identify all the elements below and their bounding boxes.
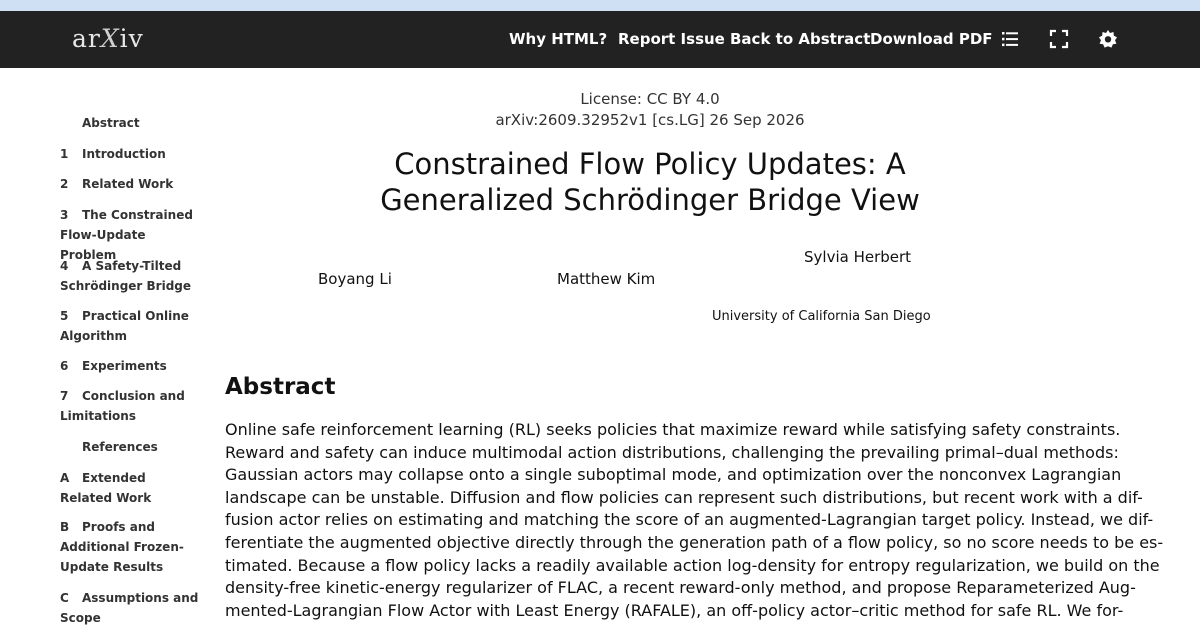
abstract-line: density-free kinetic-energy regularizer of FLAC, a recent reward-only method, and propose Reparameterized Aug-	[225, 578, 1136, 598]
toc-item-safety-tilted-bridge[interactable]: 4 A Safety-Tilted Schrödinger Bridge	[60, 259, 192, 293]
toc-item-references[interactable]: References	[82, 440, 158, 454]
browser-banner-strip	[0, 0, 1200, 11]
toc-item-experiments[interactable]: 6 Experiments	[60, 359, 167, 373]
report-issue-link[interactable]: Report Issue	[618, 30, 725, 48]
toc-item-assumptions[interactable]: C Assumptions and Scope	[60, 591, 199, 625]
why-html-link[interactable]: Why HTML?	[509, 30, 608, 48]
author-name: Matthew Kim	[557, 270, 656, 288]
abstract-line: ferentiate the augmented objective directly through the generation path of a flow policy, so no score needs to be es-	[225, 532, 1164, 552]
abstract-heading: Abstract	[225, 374, 336, 400]
abstract-body	[225, 419, 1164, 622]
fullscreen-icon[interactable]	[1048, 28, 1070, 50]
toc-item-related-work[interactable]: 2 Related Work	[60, 177, 174, 191]
license-text: License: CC BY 4.0	[580, 90, 720, 108]
abstract-line: mented-Lagrangian Flow Actor with Least Energy (RAFALE), an off-policy actor–critic method for safe RL. We for-	[225, 600, 1124, 620]
abstract-line: fusion actor relies on estimating and matching the score of an augmented-Lagrangian target policy. Instead, we dif-	[225, 510, 1154, 530]
author-name: Sylvia Herbert	[804, 248, 912, 266]
download-pdf-link[interactable]: Download PDF	[870, 30, 993, 48]
table-of-contents-icon[interactable]	[999, 28, 1021, 50]
paper-title: Constrained Flow Policy Updates: A Generalized Schrödinger Bridge View	[380, 147, 920, 217]
top-navigation-bar	[0, 11, 1200, 68]
toc-item-conclusion[interactable]: 7 Conclusion and Limitations	[60, 389, 185, 423]
toc-item-proofs[interactable]: B Proofs and Additional Frozen-Update Results	[60, 520, 184, 574]
toc-item-introduction[interactable]: 1 Introduction	[60, 147, 166, 161]
toc-item-practical-online-algorithm[interactable]: 5 Practical Online Algorithm	[60, 309, 189, 343]
author-affiliation: University of California San Diego	[712, 309, 931, 324]
arxiv-logo[interactable]: arXiv	[72, 24, 144, 53]
abstract-line: Online safe reinforcement learning (RL) seeks policies that maximize reward while satisfying safety constraints.	[225, 420, 1121, 439]
abstract-line: Reward and safety can induce multimodal action distributions, challenging the prevailing primal–dual methods:	[225, 442, 1119, 462]
author-name: Boyang Li	[318, 270, 392, 288]
arxiv-identifier: arXiv:2609.32952v1 [cs.LG] 26 Sep 2026	[495, 111, 805, 129]
toc-item-constrained-flow-update[interactable]: 3 The Constrained Flow-Update Problem	[60, 208, 193, 262]
abstract-line: timated. Because a flow policy lacks a readily available action log-density for entropy regularization, we build on the	[225, 555, 1160, 575]
toc-item-extended-related-work[interactable]: A Extended Related Work	[60, 471, 152, 505]
abstract-line: Gaussian actors may collapse onto a single suboptimal mode, and optimization over the nonconvex Lagrangian	[225, 465, 1122, 485]
back-to-abstract-link[interactable]: Back to Abstract	[730, 30, 871, 48]
toc-item-abstract[interactable]: Abstract	[82, 116, 140, 130]
abstract-line: landscape can be unstable. Diffusion and flow policies can represent such distributions, but recent work with a dif-	[225, 487, 1143, 507]
theme-settings-icon[interactable]	[1097, 28, 1119, 50]
